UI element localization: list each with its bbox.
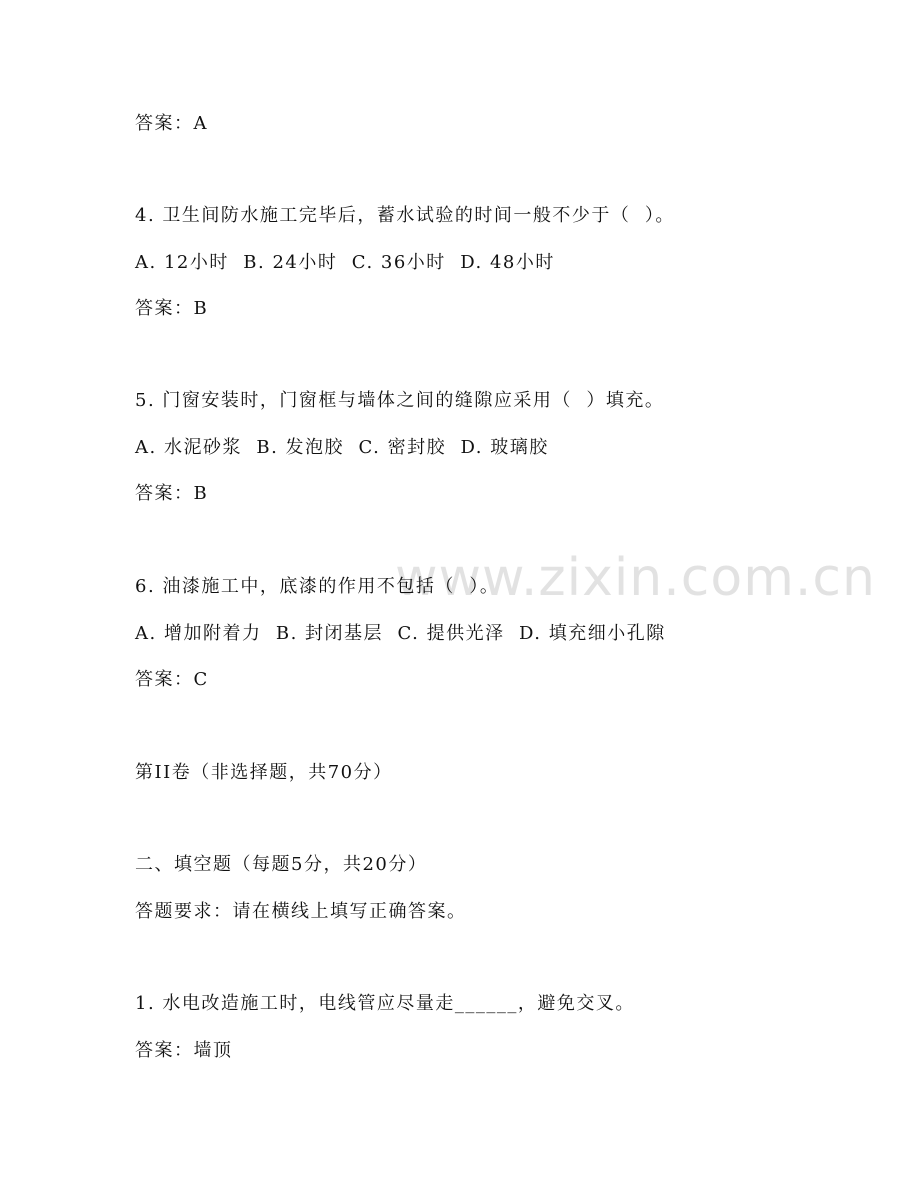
- answer-instructions: 答题要求：请在横线上填写正确答案。: [135, 901, 467, 922]
- answer-q6: 答案：C: [135, 669, 209, 690]
- answer-q4: 答案：B: [135, 298, 209, 319]
- answer-q5: 答案：B: [135, 483, 209, 504]
- answer-fill-1: 答案：墙顶: [135, 1040, 233, 1061]
- volume-2-heading: 第II卷（非选择题，共70分）: [135, 762, 393, 783]
- watermark: www.zixin.com.cn: [395, 548, 876, 608]
- question-5-options: A. 水泥砂浆 B. 发泡胶 C. 密封胶 D. 玻璃胶: [135, 437, 549, 458]
- question-4: 4. 卫生间防水施工完毕后，蓄水试验的时间一般不少于（ ）。: [135, 205, 675, 226]
- question-6: 6. 油漆施工中，底漆的作用不包括（ ）。: [135, 576, 500, 597]
- question-6-options: A. 增加附着力 B. 封闭基层 C. 提供光泽 D. 填充细小孔隙: [135, 623, 666, 644]
- fill-question-1: 1. 水电改造施工时，电线管应尽量走______，避免交叉。: [135, 993, 635, 1014]
- answer-q3: 答案：A: [135, 113, 208, 134]
- section-2-heading: 二、填空题（每题5分，共20分）: [135, 854, 428, 875]
- question-4-options: A. 12小时 B. 24小时 C. 36小时 D. 48小时: [135, 252, 555, 273]
- question-5: 5. 门窗安装时，门窗框与墙体之间的缝隙应采用（ ）填充。: [135, 390, 665, 411]
